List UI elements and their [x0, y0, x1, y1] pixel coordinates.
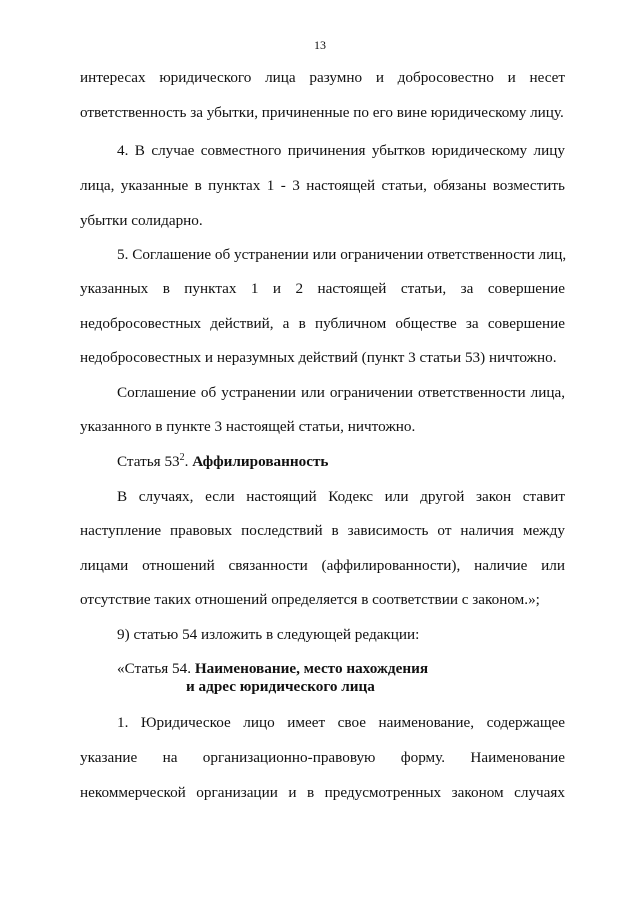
article-heading-separator: . — [184, 453, 193, 470]
paragraph-start-line: 4. В случае совместного причинения убытков юридическому лицу — [117, 142, 565, 159]
article-heading-54 — [117, 660, 565, 678]
page-number: 13 — [314, 38, 326, 52]
text-line: недобросовестных и неразумных действий (пункт 3 статьи 53) ничтожно. — [80, 349, 557, 366]
article-heading-superscript: 2 — [179, 451, 185, 463]
article-heading-title-line1: Наименование, место нахождения — [194, 660, 429, 677]
text-line: наступление правовых последствий в зависимость от наличия между — [80, 522, 565, 539]
text-line: интересах юридического лица разумно и добросовестно и несет — [80, 69, 565, 86]
article-heading-title: Аффилированность — [192, 453, 329, 470]
paragraph-start-line: В случаях, если настоящий Кодекс или другой закон ставит — [117, 488, 565, 505]
article-heading-title-line2: и адрес юридического лица — [186, 678, 375, 695]
article-heading-54-line2 — [186, 678, 640, 696]
text-line: лица, указанные в пунктах 1 - 3 настоящей статьи, обязаны возместить — [80, 177, 565, 194]
article-heading-prefix: «Статья 54. — [117, 660, 195, 677]
text-line: отсутствие таких отношений определяется в соответствии с законом.»; — [80, 591, 540, 608]
text-line: лицами отношений связанности (аффилированности), наличие или — [80, 557, 565, 574]
text-line: указанного в пункте 3 настоящей статьи, ничтожно. — [80, 418, 416, 435]
paragraph-start-line: 1. Юридическое лицо имеет свое наименование, содержащее — [117, 714, 565, 731]
article-heading-prefix: Статья 53 — [117, 453, 180, 470]
paragraph-start-line: Соглашение об устранении или ограничении ответственности лица, — [117, 384, 565, 401]
text-line: указанных в пунктах 1 и 2 настоящей статьи, за совершение — [80, 280, 565, 297]
text-line: ответственность за убытки, причиненные по его вине юридическому лицу. — [80, 104, 564, 121]
text-line: убытки солидарно. — [80, 212, 203, 229]
text-line: указание на организационно-правовую форму. Наименование — [80, 749, 565, 766]
text-line: недобросовестных действий, а в публичном обществе за совершение — [80, 315, 565, 332]
amendment-instruction: 9) статью 54 изложить в следующей редакции: — [117, 626, 420, 643]
article-heading-53-2 — [117, 453, 565, 471]
paragraph-start-line: 5. Соглашение об устранении или ограничении ответственности лиц, — [117, 246, 567, 263]
text-line: некоммерческой организации и в предусмотренных законом случаях — [80, 784, 565, 801]
